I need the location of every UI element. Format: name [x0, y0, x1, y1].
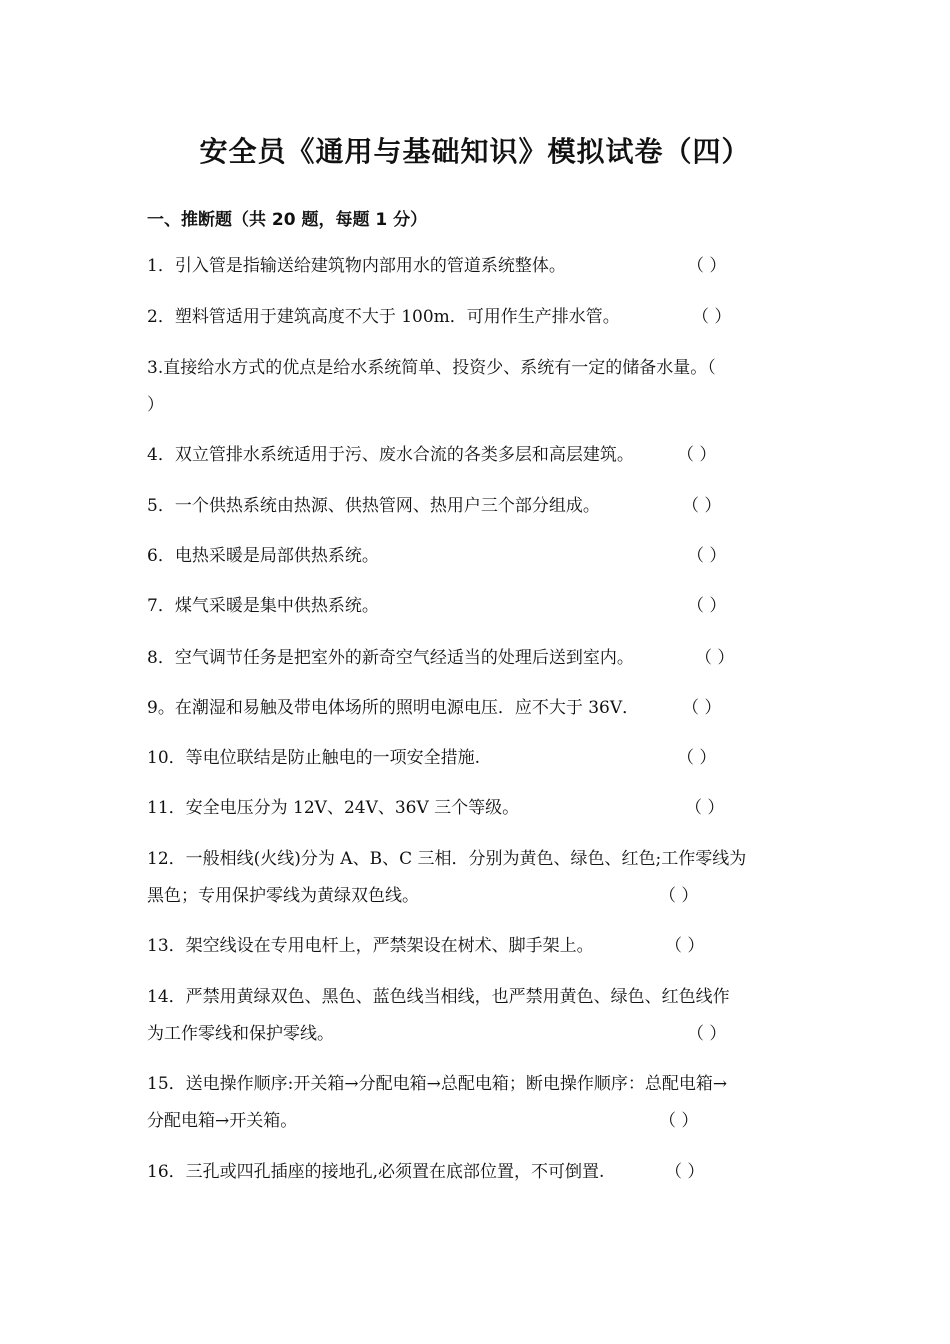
answer-blank: （ ） — [659, 1111, 699, 1131]
answer-blank: （ ） — [687, 596, 727, 616]
answer-blank: （ ） — [677, 748, 717, 768]
question-item — [147, 640, 812, 677]
question-text: 9。在潮湿和易触及带电体场所的照明电源电压．应不大于 36V． — [147, 698, 640, 718]
answer-blank: （ ） — [665, 1162, 705, 1182]
answer-blank: （ ） — [677, 445, 717, 465]
answer-blank: （ ） — [692, 307, 732, 327]
answer-blank: （ ） — [682, 496, 722, 516]
question-text: 6．电热采暖是局部供热系统。 — [147, 546, 379, 566]
question-item — [147, 979, 812, 1053]
answer-blank: （ ） — [687, 256, 727, 276]
question-text: 4．双立管排水系统适用于污、废水合流的各类多层和高层建筑。 — [147, 445, 634, 465]
question-text: 为工作零线和保护零线。 — [147, 1024, 334, 1044]
question-text: 黑色；专用保护零线为黄绿双色线。 — [147, 886, 419, 906]
question-item — [147, 538, 812, 575]
question-text: 12．一般相线(火线)分为 A、B、C 三相．分别为黄色、绿色、红色;工作零线为 — [147, 849, 747, 869]
question-text: 10．等电位联结是防止触电的一项安全措施. — [147, 748, 481, 768]
question-item — [147, 690, 812, 727]
answer-blank: （ ） — [687, 546, 727, 566]
answer-blank: （ ） — [687, 1024, 727, 1044]
question-text: 7．煤气采暖是集中供热系统。 — [147, 596, 379, 616]
question-item — [147, 740, 812, 777]
answer-blank: （ ） — [682, 698, 722, 718]
question-text: 14．严禁用黄绿双色、黑色、蓝色线当相线，也严禁用黄色、绿色、红色线作 — [147, 987, 730, 1007]
question-text: 11．安全电压分为 12V、24V、36V 三个等级。 — [147, 798, 520, 818]
question-item — [147, 1066, 812, 1140]
question-item — [147, 299, 812, 336]
question-text: 分配电箱→开关箱。 — [147, 1111, 298, 1131]
question-item — [147, 928, 812, 965]
question-item — [147, 841, 812, 915]
question-item — [147, 248, 812, 285]
question-item — [147, 1154, 812, 1191]
answer-blank: （ ） — [695, 648, 735, 668]
question-item — [147, 350, 812, 424]
question-text: 1．引入管是指输送给建筑物内部用水的管道系统整体。 — [147, 256, 566, 276]
answer-blank: （ ） — [665, 936, 705, 956]
question-item — [147, 588, 812, 625]
question-item — [147, 488, 812, 525]
answer-blank: （ ） — [685, 798, 725, 818]
question-text: ） — [147, 395, 164, 415]
question-text: 8．空气调节任务是把室外的新奇空气经适当的处理后送到室内。 — [147, 648, 634, 668]
page-title: 安全员《通用与基础知识》模拟试卷（四） — [199, 135, 751, 168]
question-text: 16．三孔或四孔插座的接地孔,必须置在底部位置，不可倒置. — [147, 1162, 605, 1182]
question-text: 15．送电操作顺序:开关箱→分配电箱→总配电箱；断电操作顺序：总配电箱→ — [147, 1074, 728, 1094]
question-text: 5．一个供热系统由热源、供热管网、热用户三个部分组成。 — [147, 496, 600, 516]
question-item — [147, 790, 812, 827]
question-text: 13．架空线设在专用电杆上，严禁架设在树术、脚手架上。 — [147, 936, 594, 956]
answer-blank: （ ） — [659, 886, 699, 906]
question-item — [147, 437, 812, 474]
question-text: 3.直接给水方式的优点是给水系统简单、投资少、系统有一定的储备水量。（ — [147, 358, 716, 378]
question-text: 2．塑料管适用于建筑高度不大于 100m．可用作生产排水管。 — [147, 307, 620, 327]
section-heading: 一、推断题（共 20 题，每题 1 分） — [147, 210, 428, 230]
